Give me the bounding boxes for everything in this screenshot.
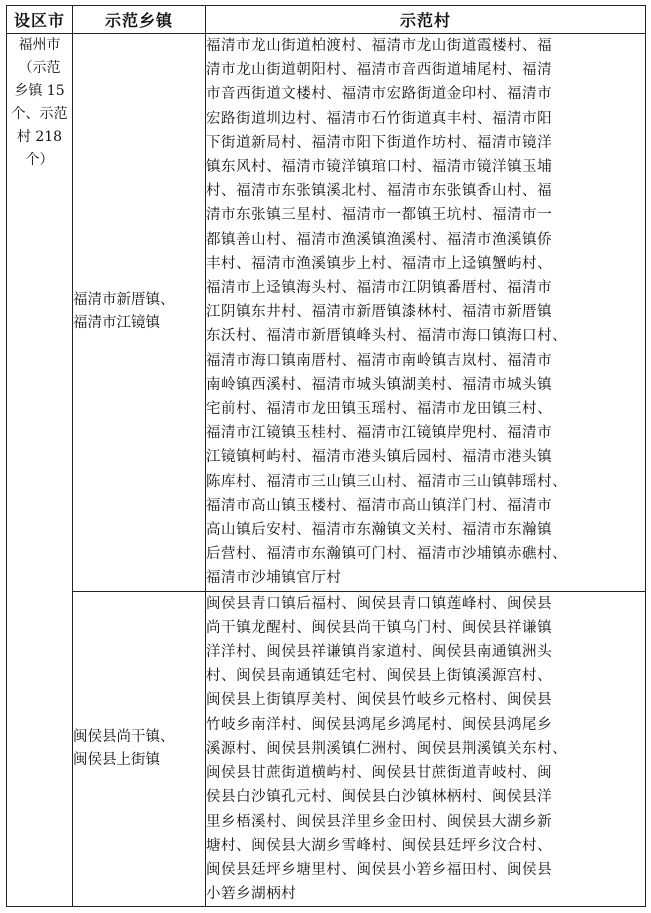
village-line: 村、福清市东张镇溪北村、福清市东张镇香山村、福 bbox=[206, 183, 553, 200]
city-line: 村 218 bbox=[16, 129, 63, 145]
village-line: 福清市高山镇玉楼村、福清市高山镇洋门村、福清市 bbox=[206, 497, 553, 514]
village-line: 闽侯县廷坪乡塘里村、闽侯县小箬乡福田村、闽侯县 bbox=[206, 861, 553, 878]
city-line: （示范 bbox=[18, 60, 61, 76]
village-line: 东沃村、福清市新厝镇峰头村、福清市海口镇海口村、 bbox=[206, 328, 568, 345]
town-line: 闽侯县上街镇 bbox=[73, 751, 160, 768]
village-line: 小箬乡湖柄村 bbox=[206, 886, 297, 903]
village-line: 丰村、福清市渔溪镇步上村、福清市上迳镇蟹屿村、 bbox=[206, 255, 553, 272]
village-cell bbox=[206, 591, 646, 907]
village-line: 江镜镇柯屿村、福清市港头镇后园村、福清市港头镇 bbox=[206, 449, 553, 466]
village-line: 尚干镇龙醒村、闽侯县尚干镇乌门村、闽侯县祥谦镇 bbox=[206, 619, 553, 636]
village-line: 洋洋村、闽侯县祥谦镇肖家道村、闽侯县南通镇洲头 bbox=[206, 644, 553, 661]
village-line: 陈库村、福清市三山镇三山村、福清市三山镇韩瑶村、 bbox=[206, 473, 568, 490]
village-line: 福清市江镜镇玉桂村、福清市江镜镇岸兜村、福清市 bbox=[206, 425, 553, 442]
town-cell bbox=[73, 34, 206, 592]
village-line: 闽侯县上街镇厚美村、闽侯县竹岐乡元格村、闽侯县 bbox=[206, 692, 553, 709]
village-line: 下街道新局村、福清市阳下街道作坊村、福清市镜洋 bbox=[206, 134, 553, 151]
village-line: 镇东风村、福清市镜洋镇琯口村、福清市镜洋镇玉埔 bbox=[206, 159, 553, 176]
table-row bbox=[7, 34, 646, 592]
village-line: 清市东张镇三星村、福清市一都镇王坑村、福清市一 bbox=[206, 207, 553, 224]
demonstration-table bbox=[6, 5, 646, 907]
header-city: 设区市 bbox=[7, 6, 73, 34]
village-line: 高山镇后安村、福清市东瀚镇文关村、福清市东瀚镇 bbox=[206, 522, 553, 539]
village-line: 后营村、福清市东瀚镇可门村、福清市沙埔镇赤礁村、 bbox=[206, 546, 568, 563]
village-line: 福清市龙山街道柏渡村、福清市龙山街道霞楼村、福 bbox=[206, 38, 553, 54]
village-line: 宏路街道圳边村、福清市石竹街道真丰村、福清市阳 bbox=[206, 110, 553, 127]
village-line: 市音西街道文楼村、福清市宏路街道金印村、福清市 bbox=[206, 86, 553, 103]
village-line: 江阴镇东井村、福清市新厝镇漆林村、福清市新厝镇 bbox=[206, 304, 553, 321]
village-line: 塘村、闽侯县大湖乡雪峰村、闽侯县廷坪乡汶合村、 bbox=[206, 837, 553, 854]
city-line: 个） bbox=[25, 152, 54, 168]
header-row bbox=[7, 6, 646, 34]
village-line: 竹岐乡南洋村、闽侯县鸿尾乡鸿尾村、闽侯县鸿尾乡 bbox=[206, 716, 553, 733]
village-line: 闽侯县甘蔗街道横屿村、闽侯县甘蔗街道青岐村、闽 bbox=[206, 765, 553, 782]
city-line: 个、示范 bbox=[11, 106, 68, 122]
village-cell bbox=[206, 34, 646, 592]
village-line: 南岭镇西溪村、福清市城头镇湖美村、福清市城头镇 bbox=[206, 376, 553, 393]
town-cell bbox=[73, 591, 206, 907]
header-village: 示范村 bbox=[206, 6, 646, 34]
city-line: 乡镇 15 bbox=[14, 83, 65, 99]
town-line: 福清市江镜镇 bbox=[73, 315, 160, 332]
village-line: 都镇善山村、福清市渔溪镇渔溪村、福清市渔溪镇侨 bbox=[206, 231, 553, 248]
village-line: 闽侯县青口镇后福村、闽侯县青口镇莲峰村、闽侯县 bbox=[206, 595, 553, 612]
village-line: 福清市上迳镇海头村、福清市江阴镇番厝村、福清市 bbox=[206, 280, 553, 297]
city-cell bbox=[7, 34, 73, 907]
town-line: 闽侯县尚干镇、 bbox=[73, 728, 175, 745]
village-line: 清市龙山街道朝阳村、福清市音西街道埔尾村、福清 bbox=[206, 62, 553, 79]
table-row bbox=[7, 591, 646, 907]
village-line: 里乡梧溪村、闽侯县洋里乡金田村、闽侯县大湖乡新 bbox=[206, 813, 553, 830]
village-line: 宅前村、福清市龙田镇玉瑶村、福清市龙田镇三村、 bbox=[206, 401, 553, 418]
town-line: 福清市新厝镇、 bbox=[73, 292, 175, 309]
city-line: 福州市 bbox=[18, 37, 61, 53]
village-line: 福清市沙埔镇官厅村 bbox=[206, 570, 342, 587]
village-line: 侯县白沙镇孔元村、闽侯县白沙镇林柄村、闽侯县洋 bbox=[206, 789, 553, 806]
village-line: 溪源村、闽侯县荆溪镇仁洲村、闽侯县荆溪镇关东村、 bbox=[206, 740, 568, 757]
village-line: 福清市海口镇南厝村、福清市南岭镇吉岚村、福清市 bbox=[206, 352, 553, 369]
village-line: 村、闽侯县南通镇廷宅村、闽侯县上街镇溪源宫村、 bbox=[206, 668, 553, 685]
header-town: 示范乡镇 bbox=[73, 6, 206, 34]
